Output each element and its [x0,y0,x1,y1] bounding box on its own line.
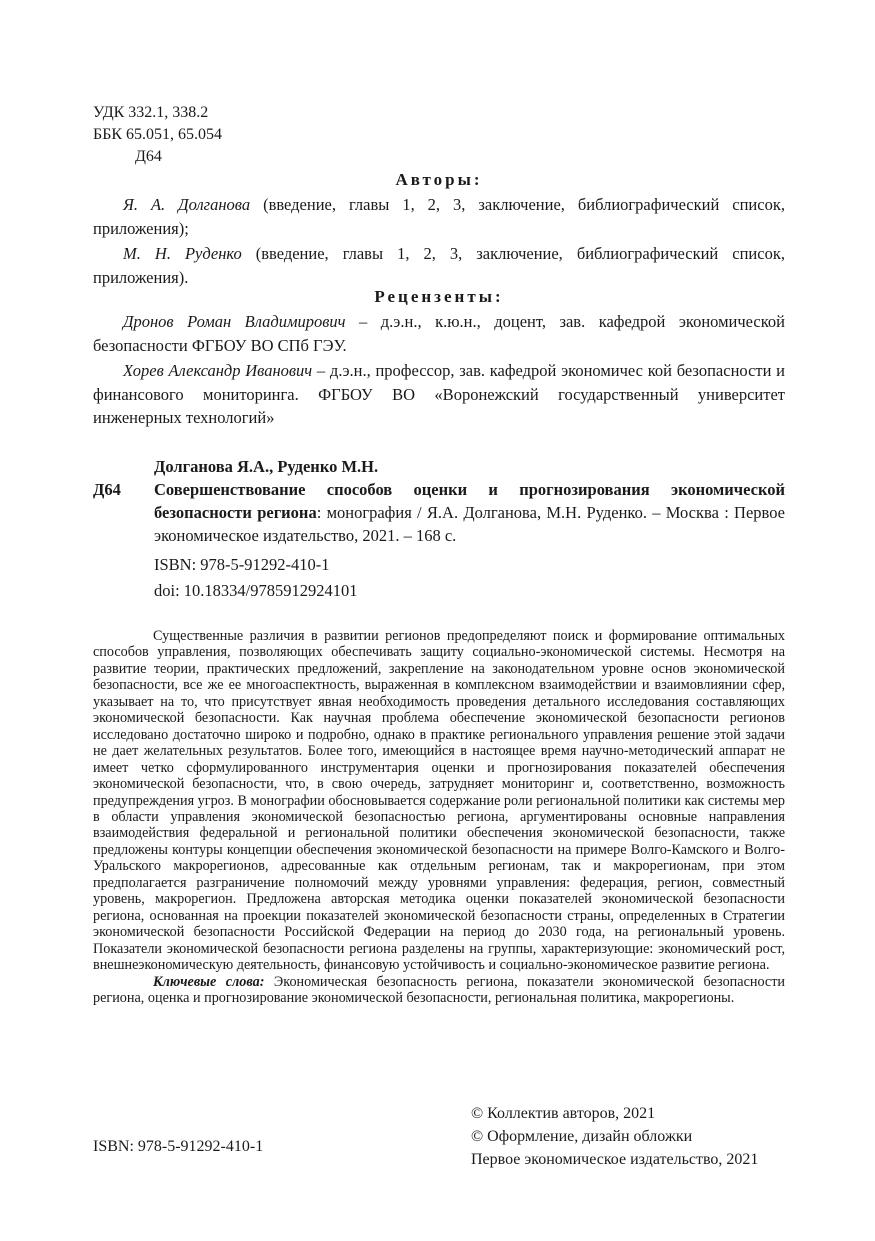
reviewer-name: Дронов Роман Владимирович [123,312,346,331]
abstract-text: Существенные различия в развитии регионов предопределяют поиск и формирование оптимальных способов управления, позволяющих обеспечивать защиту социально-экономической системы. Несмотря на развитие теории, практических предложений, закрепление на законодательном уровне основ экономической безопасности, все же ее многоаспектность, выраженная в комплексном взаимодействии и взаимовлиянии сфер, указывает на то, что присутствует явная необходимость проведения детального исследования составляющих экономической безопасности. Как научная проблема обеспечение экономической безопасности регионов исследовано достаточно широко и подробно, однако в практике регионального управления решение этой задачи не дает желательных результатов. Более того, имеющийся в настоящее время научно-методический аппарат не имеет четко сформулированного инструментария оценки и прогнозирования показателей обеспечения экономической безопасности, что, в свою очередь, затрудняет мониторинг и, соответственно, возможность предупреждения угроз. В монографии обосновывается содержание роли региональной политики как системы мер в области управления экономической безопасностью региона, аргументированы основные направления взаимодействия федеральной и региональной политики обеспечения экономической безопасности, также предложены контуры концепции обеспечения экономической безопасности на примере Волго-Камского и Волго-Уральского макрорегионов, адресованные как отдельным регионам, так и макрорегионам, при этом предполагается разграничение полномочий между уровнями управления: федерация, регион, совместный уровень, макрорегион. Предложена авторская методика оценки показателей экономической безопасности региона, основанная на проекции показателей экономической безопасности страны, определенных в Стратегии экономической безопасности Российской Федерации на период до 2030 года, на региональный уровень. Показатели экономической безопасности региона разделены на группы, характеризующие: экономический рост, внешнеэкономическую деятельность, финансовую устойчивость и социально-экономическое развитие региона. [93,628,785,974]
bbk-code: ББК 65.051, 65.054 [93,126,223,143]
author-name: М. Н. Руденко [123,244,242,263]
reviewers-heading: Рецензенты: [374,287,504,306]
copyright-block [471,1102,758,1171]
copyright-publisher: Первое экономическое издательство, 2021 [471,1151,759,1168]
catalog-doi: doi: 10.18334/9785912924101 [154,581,358,600]
catalog-title: Совершенствование способов оценки и прогнозирования экономической безопасности региона [154,480,785,522]
catalog-code: Д64 [93,480,121,499]
copyright-design: © Оформление, дизайн обложки [471,1128,693,1145]
reviewer-entry [93,359,785,430]
reviewer-name: Хорев Александр Иванович [123,361,313,380]
udk-code: УДК 332.1, 338.2 [93,104,209,121]
catalog-authors: Долганова Я.А., Руденко М.Н. [154,457,379,476]
author-name: Я. А. Долганова [123,195,251,214]
keywords-label: Ключевые слова: [153,973,265,990]
copyright-authors: © Коллектив авторов, 2021 [471,1105,656,1122]
reviewer-entry [93,310,785,357]
classification-codes [93,102,222,168]
keywords [93,974,785,1007]
catalog-isbn: ISBN: 978-5-91292-410-1 [154,555,330,574]
author-role: (введение, главы 1, 2, 3, заключение, библиографический список, приложения); [93,195,785,238]
reviewer-info: – д.э.н., к.ю.н., доцент, зав. кафедрой экономической безопасности ФГБОУ ВО СПб ГЭУ. [93,312,785,355]
author-entry [93,242,785,289]
catalog-description [154,478,785,547]
authors-heading: Авторы: [395,170,483,189]
reviewers-list [93,310,785,432]
author-sign-code: Д64 [135,148,162,165]
catalog-publication-info: : монография / Я.А. Долганова, М.Н. Руденко. – Москва : Первое экономическое издательство, 2021. – 168 с. [154,503,785,545]
reviewer-info: – д.э.н., профессор, зав. кафедрой экономичес кой безопасности и финансового мониторинга. ФГБОУ ВО «Воронежский государственный университет инженерных технологий» [93,361,786,427]
author-role: (введение, главы 1, 2, 3, заключение, библиографический список, приложения). [93,244,785,287]
keywords-list: Экономическая безопасность региона, показатели экономической безопасности региона, оценка и прогнозирование экономической безопасности, региональная политика, макрорегионы. [93,973,785,1006]
author-entry [93,193,785,240]
abstract [93,628,785,1006]
authors-list [93,193,785,291]
footer-isbn: ISBN: 978-5-91292-410-1 [93,1138,264,1155]
